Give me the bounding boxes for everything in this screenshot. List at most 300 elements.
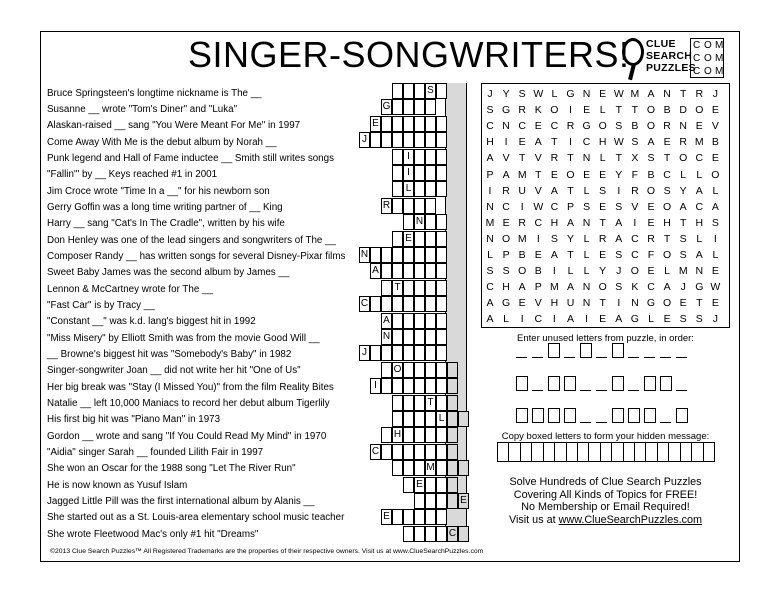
word-search-letter[interactable]: T — [615, 104, 622, 117]
answer-cell[interactable] — [403, 132, 414, 148]
answer-cell[interactable] — [392, 165, 403, 181]
hidden-message-cell[interactable] — [498, 443, 509, 461]
word-search-letter[interactable]: N — [695, 265, 704, 278]
word-search-letter[interactable]: N — [582, 281, 591, 294]
answer-cell[interactable]: I — [403, 149, 414, 165]
word-search-letter[interactable]: H — [502, 281, 510, 294]
word-search-letter[interactable]: O — [630, 265, 639, 278]
answer-cell[interactable] — [403, 99, 414, 115]
word-search-letter[interactable]: A — [502, 168, 510, 181]
answer-cell[interactable] — [381, 280, 392, 296]
word-search-letter[interactable]: C — [550, 200, 559, 213]
word-search-letter[interactable]: I — [536, 232, 540, 245]
word-search-letter[interactable]: C — [486, 281, 494, 294]
answer-cell[interactable] — [425, 247, 436, 263]
answer-cell[interactable] — [425, 99, 436, 115]
word-search-letter[interactable]: O — [518, 265, 527, 278]
letter-blank[interactable] — [596, 379, 607, 391]
answer-cell[interactable] — [436, 427, 447, 443]
boxed-letter-slot[interactable] — [548, 376, 560, 391]
answer-cell[interactable]: J — [359, 345, 370, 361]
word-search-letter[interactable]: T — [551, 136, 558, 149]
answer-cell[interactable] — [425, 477, 436, 493]
word-search-letter[interactable]: H — [695, 216, 704, 229]
word-search-letter[interactable]: T — [615, 152, 622, 165]
answer-cell[interactable]: S — [425, 83, 436, 99]
word-search-letter[interactable]: X — [631, 152, 639, 165]
answer-cell[interactable] — [403, 526, 414, 542]
word-search-letter[interactable]: V — [534, 152, 542, 165]
word-search-letter[interactable]: W — [613, 88, 624, 100]
word-search-letter[interactable]: R — [695, 88, 704, 100]
answer-cell[interactable] — [414, 378, 425, 394]
word-search-letter[interactable]: A — [663, 281, 671, 294]
word-search-letter[interactable]: I — [552, 313, 556, 326]
word-search-letter[interactable]: L — [503, 313, 510, 326]
word-search-letter[interactable]: A — [566, 216, 574, 229]
word-search-letter[interactable]: E — [663, 313, 671, 326]
word-search-letter[interactable]: Y — [615, 168, 623, 181]
word-search-letter[interactable]: P — [486, 168, 494, 181]
answer-cell[interactable] — [403, 247, 414, 263]
answer-cell[interactable] — [392, 198, 403, 214]
answer-cell[interactable] — [414, 181, 425, 197]
word-search-letter[interactable]: G — [566, 88, 575, 100]
word-search-letter[interactable]: P — [566, 200, 574, 213]
answer-cell[interactable] — [447, 378, 458, 394]
word-search-letter[interactable]: B — [711, 136, 719, 149]
word-search-letter[interactable]: L — [696, 168, 703, 181]
boxed-letter-slot[interactable] — [644, 408, 656, 423]
answer-cell[interactable]: E — [403, 231, 414, 247]
answer-cell[interactable]: N — [359, 247, 370, 263]
answer-cell[interactable] — [436, 116, 447, 132]
letter-blank[interactable] — [660, 411, 671, 423]
word-search-letter[interactable]: S — [486, 265, 494, 278]
word-search-letter[interactable]: H — [486, 136, 494, 149]
answer-cell[interactable] — [392, 378, 403, 394]
answer-cell[interactable] — [436, 181, 447, 197]
word-search-letter[interactable]: S — [615, 120, 623, 133]
word-search-letter[interactable]: J — [680, 281, 686, 294]
letter-blank[interactable] — [660, 346, 671, 358]
word-search-letter[interactable]: R — [566, 120, 575, 133]
word-search-letter[interactable]: I — [585, 313, 589, 326]
answer-cell[interactable] — [447, 395, 458, 411]
answer-cell[interactable]: T — [425, 395, 436, 411]
word-search-letter[interactable]: O — [550, 104, 559, 117]
answer-cell[interactable] — [414, 362, 425, 378]
word-search-letter[interactable]: C — [486, 120, 494, 133]
letter-blank[interactable] — [676, 346, 687, 358]
answer-cell[interactable] — [425, 313, 436, 329]
answer-cell[interactable] — [414, 427, 425, 443]
word-search-letter[interactable]: C — [534, 216, 543, 229]
word-search-letter[interactable]: E — [599, 88, 607, 100]
answer-cell[interactable] — [447, 493, 458, 509]
word-search-letter[interactable]: C — [631, 249, 639, 261]
word-search-letter[interactable]: R — [598, 232, 607, 245]
word-search-letter[interactable]: I — [617, 184, 621, 197]
answer-cell[interactable] — [425, 165, 436, 181]
word-search-letter[interactable]: R — [502, 184, 510, 197]
answer-cell[interactable] — [414, 460, 425, 476]
word-search-letter[interactable]: E — [695, 120, 703, 133]
word-search-letter[interactable]: A — [615, 216, 623, 229]
word-search-letter[interactable]: A — [550, 184, 558, 197]
answer-cell[interactable] — [370, 345, 381, 361]
answer-cell[interactable] — [392, 231, 403, 247]
word-search-letter[interactable]: V — [534, 297, 542, 310]
word-search-letter[interactable]: E — [502, 216, 510, 229]
answer-cell[interactable] — [436, 231, 447, 247]
word-search-letter[interactable]: O — [646, 120, 656, 133]
word-search-letter[interactable]: O — [711, 168, 720, 181]
boxed-letter-slot[interactable] — [548, 343, 560, 358]
answer-cell[interactable] — [436, 132, 447, 148]
website-link[interactable]: www.ClueSearchPuzzles.com — [558, 513, 703, 526]
word-search-letter[interactable]: P — [502, 249, 510, 261]
answer-cell[interactable] — [425, 444, 436, 460]
letter-blank[interactable] — [596, 411, 607, 423]
letter-blank[interactable] — [516, 346, 527, 358]
word-search-letter[interactable]: C — [647, 281, 655, 294]
word-search-letter[interactable]: O — [695, 104, 704, 117]
word-search-letter[interactable]: O — [646, 104, 656, 117]
answer-cell[interactable] — [392, 83, 403, 99]
word-search-letter[interactable]: E — [711, 265, 719, 278]
answer-cell[interactable] — [392, 296, 403, 312]
answer-cell[interactable] — [381, 444, 392, 460]
answer-cell[interactable] — [403, 362, 414, 378]
answer-cell[interactable] — [458, 460, 469, 476]
answer-cell[interactable] — [392, 116, 403, 132]
answer-cell[interactable]: H — [392, 427, 403, 443]
answer-cell[interactable]: A — [370, 263, 381, 279]
answer-cell[interactable]: O — [392, 362, 403, 378]
answer-cell[interactable] — [370, 296, 381, 312]
word-search-letter[interactable]: M — [678, 265, 688, 278]
answer-cell[interactable] — [425, 214, 436, 230]
word-search-letter[interactable]: E — [518, 136, 526, 149]
answer-cell[interactable] — [436, 345, 447, 361]
word-search-letter[interactable]: K — [534, 104, 542, 117]
word-search-letter[interactable]: H — [550, 216, 559, 229]
word-search-letter[interactable]: O — [566, 168, 575, 181]
word-search-letter[interactable]: F — [631, 168, 639, 181]
answer-cell[interactable]: C — [370, 444, 381, 460]
word-search-letter[interactable]: T — [696, 297, 703, 310]
hidden-message-cell[interactable] — [624, 443, 635, 461]
word-search-letter[interactable]: E — [534, 249, 542, 261]
word-search-letter[interactable]: H — [598, 136, 607, 149]
word-search-letter[interactable]: D — [679, 104, 687, 117]
answer-cell[interactable]: E — [370, 116, 381, 132]
word-search-letter[interactable]: V — [534, 184, 542, 197]
word-search-letter[interactable]: E — [647, 216, 655, 229]
answer-cell[interactable] — [436, 329, 447, 345]
answer-cell[interactable] — [436, 493, 447, 509]
answer-cell[interactable] — [447, 427, 458, 443]
hidden-message-cell[interactable] — [555, 443, 566, 461]
word-search-letter[interactable]: B — [518, 249, 526, 261]
word-search-letter[interactable]: N — [582, 88, 591, 100]
hidden-message-cell[interactable] — [521, 443, 532, 461]
answer-cell[interactable] — [381, 296, 392, 312]
word-search-letter[interactable]: S — [679, 249, 687, 261]
answer-cell[interactable] — [414, 247, 425, 263]
answer-cell[interactable] — [403, 477, 414, 493]
word-search-letter[interactable]: T — [567, 249, 574, 261]
word-search-letter[interactable]: C — [550, 120, 559, 133]
word-search-letter[interactable]: M — [517, 168, 527, 181]
answer-cell[interactable] — [414, 345, 425, 361]
answer-cell[interactable] — [436, 477, 447, 493]
answer-cell[interactable] — [392, 444, 403, 460]
word-search-letter[interactable]: W — [710, 281, 721, 294]
answer-cell[interactable]: I — [403, 165, 414, 181]
answer-cell[interactable]: N — [381, 329, 392, 345]
word-search-letter[interactable]: T — [679, 88, 687, 100]
word-search-letter[interactable]: N — [486, 200, 494, 213]
answer-cell[interactable] — [381, 378, 392, 394]
answer-cell[interactable]: L — [436, 411, 447, 427]
word-search-letter[interactable]: B — [631, 120, 639, 133]
word-search-letter[interactable]: E — [647, 265, 655, 278]
word-search-letter[interactable]: F — [647, 249, 655, 261]
answer-cell[interactable] — [436, 214, 447, 230]
word-search-letter[interactable]: V — [711, 120, 719, 133]
word-search-letter[interactable]: S — [615, 200, 623, 213]
answer-cell[interactable] — [447, 477, 458, 493]
word-search-letter[interactable]: G — [646, 297, 656, 310]
answer-cell[interactable]: A — [381, 313, 392, 329]
answer-cell[interactable] — [425, 526, 436, 542]
answer-cell[interactable] — [436, 444, 447, 460]
answer-cell[interactable] — [403, 263, 414, 279]
word-search-letter[interactable]: I — [520, 313, 524, 326]
answer-cell[interactable] — [425, 427, 436, 443]
word-search-letter[interactable]: A — [550, 249, 558, 261]
word-search-letter[interactable]: N — [679, 120, 687, 133]
answer-cell[interactable] — [414, 526, 425, 542]
word-search-letter[interactable]: R — [663, 120, 671, 133]
answer-cell[interactable]: E — [381, 509, 392, 525]
boxed-letter-slot[interactable] — [628, 408, 640, 423]
word-search-letter[interactable]: O — [598, 281, 607, 294]
answer-cell[interactable] — [392, 509, 403, 525]
answer-cell[interactable] — [436, 149, 447, 165]
hidden-message-cell[interactable] — [681, 443, 692, 461]
word-search-letter[interactable]: C — [518, 120, 526, 133]
letter-blank[interactable] — [580, 379, 591, 391]
word-search-letter[interactable]: A — [695, 249, 703, 261]
answer-cell[interactable] — [425, 280, 436, 296]
answer-cell[interactable] — [425, 378, 436, 394]
word-search-letter[interactable]: I — [520, 200, 524, 213]
answer-cell[interactable] — [403, 345, 414, 361]
answer-cell[interactable] — [403, 313, 414, 329]
boxed-letter-slot[interactable] — [532, 408, 544, 423]
word-search-letter[interactable]: R — [518, 216, 526, 229]
answer-cell[interactable] — [425, 411, 436, 427]
word-search-letter[interactable]: E — [534, 120, 542, 133]
word-search-letter[interactable]: C — [695, 152, 704, 165]
word-search-letter[interactable]: N — [582, 216, 591, 229]
word-search-letter[interactable]: S — [502, 265, 510, 278]
word-search-letter[interactable]: Y — [502, 88, 510, 100]
hidden-message-cell[interactable] — [635, 443, 646, 461]
word-search-letter[interactable]: M — [485, 216, 495, 229]
answer-cell[interactable] — [414, 313, 425, 329]
answer-cell[interactable] — [414, 149, 425, 165]
word-search-letter[interactable]: C — [582, 136, 591, 149]
word-search-letter[interactable]: N — [631, 297, 639, 310]
word-search-letter[interactable]: G — [695, 281, 704, 294]
answer-cell[interactable] — [381, 263, 392, 279]
word-search-letter[interactable]: E — [550, 168, 558, 181]
answer-cell[interactable] — [414, 132, 425, 148]
word-search-letter[interactable]: E — [647, 200, 655, 213]
word-search-letter[interactable]: S — [599, 184, 607, 197]
answer-cell[interactable] — [447, 411, 458, 427]
word-search-letter[interactable]: R — [647, 232, 655, 245]
answer-cell[interactable] — [436, 247, 447, 263]
boxed-letter-slot[interactable] — [580, 343, 592, 358]
word-search-letter[interactable]: S — [615, 281, 623, 294]
boxed-letter-slot[interactable] — [612, 343, 624, 358]
answer-cell[interactable] — [392, 460, 403, 476]
answer-cell[interactable] — [436, 509, 447, 525]
word-search-letter[interactable]: B — [534, 265, 542, 278]
boxed-letter-slot[interactable] — [564, 376, 576, 391]
answer-cell[interactable]: C — [447, 526, 458, 542]
hidden-message-cell[interactable] — [669, 443, 680, 461]
word-search-letter[interactable]: A — [647, 88, 655, 100]
word-search-letter[interactable]: U — [566, 297, 575, 310]
word-search-letter[interactable]: I — [713, 232, 717, 245]
word-search-letter[interactable]: S — [486, 104, 494, 117]
word-search-letter[interactable]: N — [663, 88, 671, 100]
word-search-letter[interactable]: E — [599, 168, 607, 181]
word-search-letter[interactable]: M — [550, 281, 559, 294]
word-search-letter[interactable]: Y — [599, 265, 607, 278]
word-search-letter[interactable]: I — [488, 184, 492, 197]
answer-cell[interactable] — [436, 395, 447, 411]
answer-cell[interactable] — [436, 526, 447, 542]
word-search-letter[interactable]: O — [663, 297, 672, 310]
word-search-letter[interactable]: I — [569, 104, 572, 117]
answer-cell[interactable] — [414, 165, 425, 181]
answer-cell[interactable]: E — [458, 493, 469, 509]
answer-cell[interactable] — [392, 99, 403, 115]
answer-cell[interactable]: T — [392, 280, 403, 296]
hidden-message-cell[interactable] — [544, 443, 555, 461]
letter-blank[interactable] — [644, 346, 655, 358]
answer-cell[interactable]: R — [381, 198, 392, 214]
hidden-message-cell[interactable] — [692, 443, 703, 461]
boxed-letter-slot[interactable] — [516, 408, 528, 423]
word-search-letter[interactable]: O — [502, 232, 511, 245]
answer-cell[interactable] — [425, 345, 436, 361]
answer-cell[interactable] — [436, 296, 447, 312]
answer-cell[interactable] — [381, 247, 392, 263]
answer-cell[interactable] — [425, 198, 436, 214]
answer-cell[interactable] — [403, 280, 414, 296]
word-search-letter[interactable]: T — [567, 184, 574, 197]
word-search-letter[interactable]: W — [613, 136, 624, 149]
answer-cell[interactable] — [436, 313, 447, 329]
word-search-letter[interactable]: R — [631, 184, 639, 197]
word-search-letter[interactable]: S — [518, 88, 526, 100]
word-search-letter[interactable]: E — [583, 168, 591, 181]
answer-cell[interactable] — [414, 231, 425, 247]
word-search-letter[interactable]: W — [533, 200, 544, 213]
word-search-letter[interactable]: J — [487, 88, 493, 100]
answer-cell[interactable] — [403, 444, 414, 460]
answer-cell[interactable] — [436, 263, 447, 279]
hidden-message-cell[interactable] — [658, 443, 669, 461]
word-search-letter[interactable]: O — [598, 120, 607, 133]
word-search-letter[interactable]: V — [502, 152, 510, 165]
word-search-letter[interactable]: H — [550, 297, 559, 310]
word-search-letter[interactable]: S — [583, 200, 591, 213]
answer-cell[interactable] — [403, 214, 414, 230]
word-search-letter[interactable]: T — [663, 232, 671, 245]
answer-cell[interactable]: E — [414, 477, 425, 493]
word-search-letter[interactable]: J — [712, 313, 719, 326]
letter-blank[interactable] — [628, 379, 639, 391]
hidden-message-cell[interactable] — [601, 443, 612, 461]
answer-cell[interactable] — [425, 362, 436, 378]
letter-blank[interactable] — [676, 379, 687, 391]
answer-cell[interactable] — [414, 198, 425, 214]
word-search-letter[interactable]: L — [648, 313, 654, 326]
answer-cell[interactable] — [403, 329, 414, 345]
word-search-letter[interactable]: I — [569, 136, 572, 149]
word-search-letter[interactable]: E — [583, 104, 591, 117]
answer-cell[interactable] — [425, 493, 436, 509]
answer-cell[interactable]: G — [381, 99, 392, 115]
letter-blank[interactable] — [580, 411, 591, 423]
boxed-letter-slot[interactable] — [612, 376, 624, 391]
word-search-letter[interactable]: J — [616, 265, 622, 278]
word-search-letter[interactable]: S — [695, 313, 703, 326]
hidden-message-cell[interactable] — [704, 443, 714, 461]
word-search-letter[interactable]: T — [663, 152, 671, 165]
answer-cell[interactable] — [392, 149, 403, 165]
answer-cell[interactable] — [403, 460, 414, 476]
word-search-letter[interactable]: L — [487, 249, 493, 261]
answer-cell[interactable] — [414, 395, 425, 411]
word-search-letter[interactable]: E — [518, 297, 526, 310]
word-search-letter[interactable]: L — [599, 152, 606, 165]
answer-cell[interactable] — [436, 83, 447, 99]
hidden-message-cell[interactable] — [532, 443, 543, 461]
word-search-letter[interactable]: T — [599, 216, 606, 229]
word-search-letter[interactable]: T — [599, 297, 606, 310]
word-search-letter[interactable]: L — [567, 265, 574, 278]
word-search-letter[interactable]: L — [712, 184, 719, 197]
word-search-letter[interactable]: N — [486, 232, 494, 245]
hidden-message-cell[interactable] — [567, 443, 578, 461]
letter-blank[interactable] — [532, 379, 543, 391]
answer-cell[interactable] — [436, 460, 447, 476]
answer-cell[interactable]: M — [425, 460, 436, 476]
word-search-letter[interactable]: E — [679, 297, 687, 310]
word-search-letter[interactable]: L — [583, 184, 590, 197]
letter-blank[interactable] — [532, 346, 543, 358]
